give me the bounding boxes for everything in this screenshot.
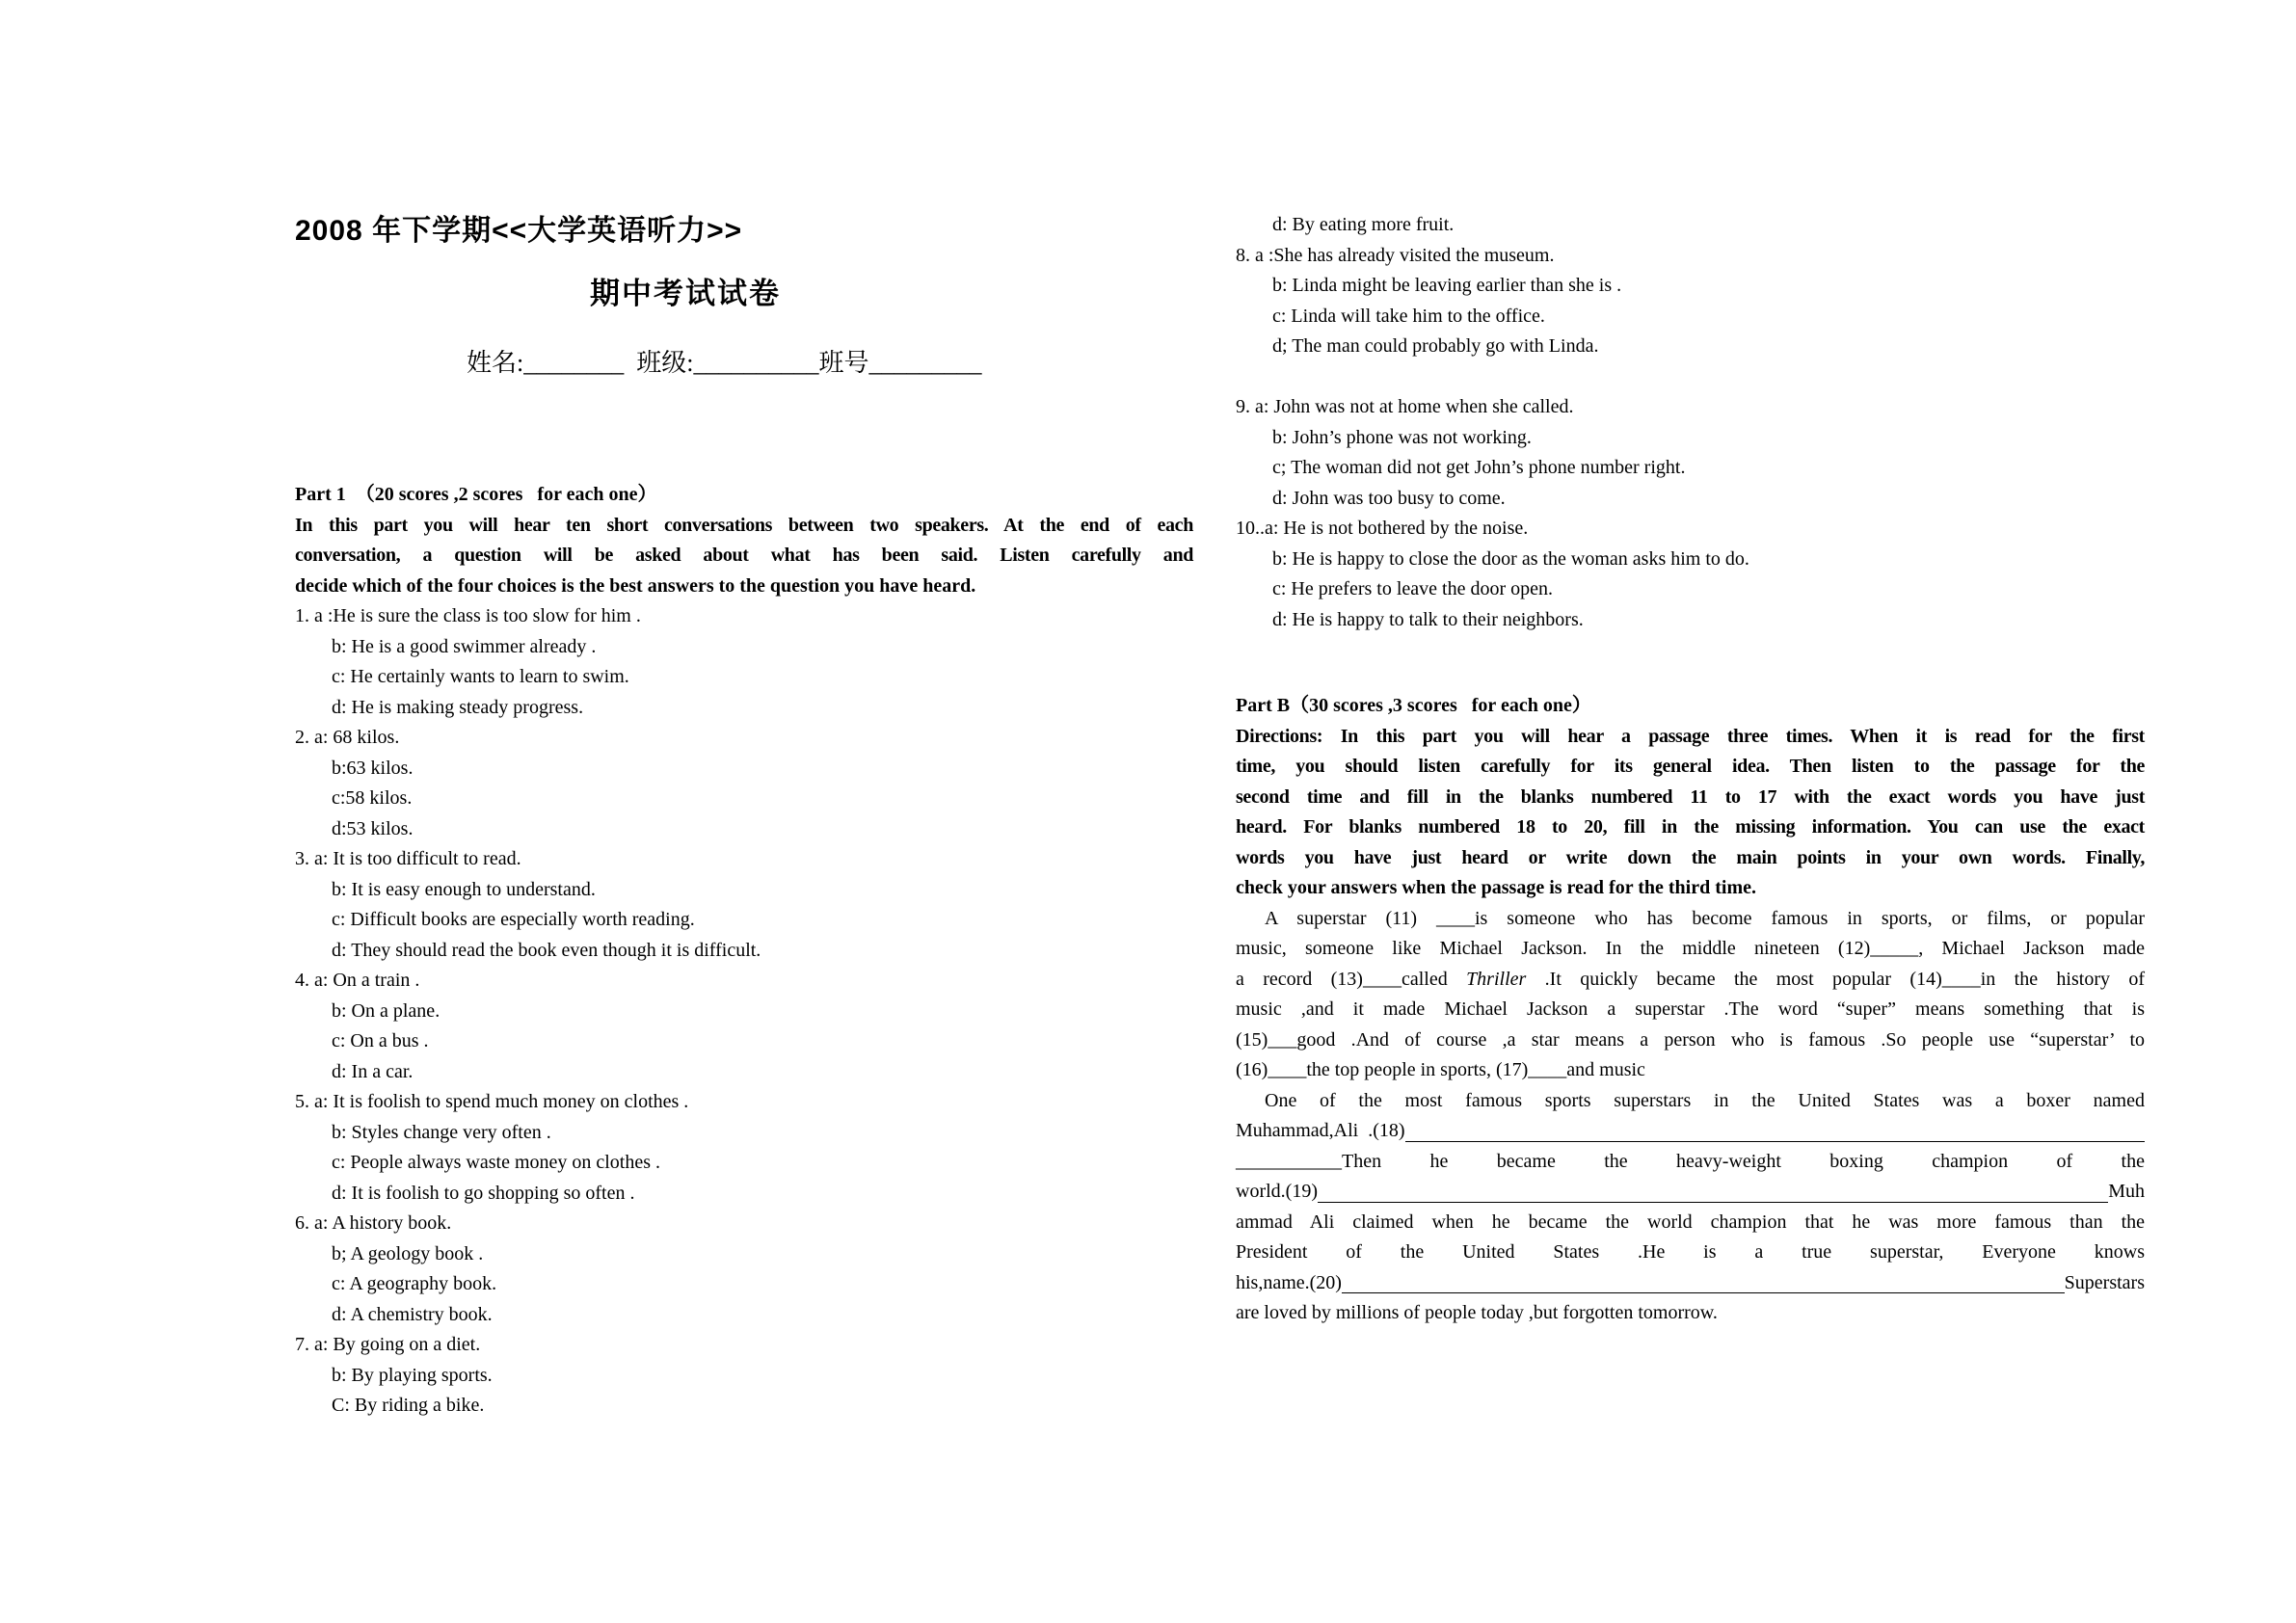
text-segment: d: A chemistry book. — [332, 1303, 493, 1325]
text-segment: second time and fill in the blanks numbered 11 to 17 with the exact words you have just — [1236, 785, 2145, 808]
text-segment: d: He is making steady progress. — [332, 696, 584, 718]
text-line — [295, 1361, 1193, 1392]
text-segment: 6. a: A history book. — [295, 1212, 452, 1234]
text-segment: d: He is happy to talk to their neighbors. — [1272, 608, 1584, 630]
left-column — [295, 480, 1193, 1422]
text-segment: 4. a: On a train . — [295, 970, 420, 991]
text-line — [1236, 722, 2145, 753]
text-line — [295, 572, 1193, 602]
text-line — [1236, 484, 2145, 515]
text-line — [1236, 1055, 2145, 1086]
text-segment: check your answers when the passage is read for the third time. — [1236, 877, 1756, 898]
part1-instructions — [295, 511, 1193, 602]
text-line — [295, 1209, 1193, 1239]
text-segment: C: By riding a bike. — [332, 1395, 485, 1416]
text-segment: Superstars — [2064, 1271, 2145, 1293]
text-line — [295, 632, 1193, 663]
text-segment: Thriller — [1466, 968, 1527, 990]
text-line — [295, 662, 1193, 693]
text-line — [295, 1087, 1193, 1118]
text-line — [295, 997, 1193, 1027]
text-line — [1236, 605, 2145, 636]
text-segment: c: Difficult books are especially worth reading. — [332, 909, 695, 930]
text-line — [1236, 392, 2145, 423]
text-line — [1236, 332, 2145, 362]
text-line — [295, 541, 1193, 572]
text-line — [1236, 302, 2145, 333]
text-segment: b: Styles change very often . — [332, 1121, 551, 1143]
text-segment: c: He certainly wants to learn to swim. — [332, 666, 629, 687]
text-segment: b; A geology book . — [332, 1242, 484, 1264]
text-segment: 2. a: 68 kilos. — [295, 727, 400, 748]
text-line — [1236, 1237, 2145, 1268]
text-line — [295, 754, 1193, 785]
text-segment: are loved by millions of people today ,but forgotten tomorrow. — [1236, 1302, 1718, 1323]
text-segment: 8. a :She has already visited the museum. — [1236, 244, 1555, 266]
text-segment: c: A geography book. — [332, 1273, 497, 1294]
part1-heading: Part 1 （20 scores ,2 scores for each one） — [295, 484, 657, 505]
text-line — [1236, 1086, 2145, 1117]
text-segment: c:58 kilos. — [332, 787, 413, 809]
text-segment: b: On a plane. — [332, 999, 441, 1022]
text-segment: music, someone like Michael Jackson. In the middle nineteen (12)_____, Michael Jackson made — [1236, 938, 2145, 959]
text-line — [295, 814, 1193, 845]
text-line — [1236, 453, 2145, 484]
question-block — [295, 1330, 1193, 1422]
text-line — [1236, 904, 2145, 935]
text-segment: c; The woman did not get John’s phone number right. — [1272, 457, 1686, 478]
text-segment: In this part you will hear ten short conversations between two speakers. At the end of each — [295, 514, 1193, 536]
text-segment: President of the United States .He is a true superstar, Everyone knows — [1236, 1241, 2145, 1263]
text-line — [295, 1148, 1193, 1179]
partb-passage-paragraph-2 — [1236, 1086, 2145, 1329]
text-segment: 7. a: By going on a diet. — [295, 1334, 481, 1355]
text-line — [1236, 812, 2145, 843]
text-segment: 5. a: It is foolish to spend much money on clothes . — [295, 1091, 689, 1112]
text-segment: (15)___good .And of course ,a star means a person who is famous .So people use “superstar’ to — [1236, 1028, 2145, 1051]
text-segment: d: John was too busy to come. — [1272, 487, 1506, 509]
text-line — [1236, 514, 2145, 545]
text-segment: ___________Then he became the heavy-weight boxing champion of the — [1236, 1150, 2145, 1172]
text-line — [295, 601, 1193, 632]
text-line — [1236, 783, 2145, 813]
text-line — [295, 1026, 1193, 1057]
text-segment: b: John’s phone was not working. — [1272, 426, 1532, 448]
text-segment: his,name.(20) — [1236, 1271, 1342, 1293]
text-segment: world.(19) — [1236, 1181, 1318, 1202]
text-line — [295, 1118, 1193, 1149]
text-line — [1236, 1298, 2145, 1329]
question-block — [295, 723, 1193, 844]
text-segment: Directions: In this part you will hear a passage three times. When it is read for the first — [1236, 725, 2145, 747]
question-block — [295, 1087, 1193, 1209]
text-segment: b: Linda might be leaving earlier than she is . — [1272, 275, 1622, 296]
text-segment: c: On a bus . — [332, 1030, 429, 1051]
text-segment: b: By playing sports. — [332, 1364, 493, 1386]
text-segment: words you have just heard or write down the main points in your own words. Finally, — [1236, 846, 2145, 868]
text-line — [1236, 752, 2145, 783]
text-line — [1236, 873, 2145, 904]
text-segment: heard. For blanks numbered 18 to 20, fill in the missing information. You can use the exact — [1236, 816, 2145, 838]
text-segment: b: He is happy to close the door as the woman asks him to do. — [1272, 547, 1749, 570]
text-segment: A superstar (11) ____is someone who has become famous in sports, or films, or popular — [1265, 907, 2145, 929]
text-segment: c: People always waste money on clothes . — [332, 1152, 661, 1173]
part1-questions — [295, 601, 1193, 1422]
text-segment: Muhammad,Ali .(18) — [1236, 1120, 1405, 1141]
text-segment: ammad Ali claimed when he became the world champion that he was more famous than the — [1236, 1211, 2145, 1233]
text-line — [1236, 843, 2145, 874]
text-segment: decide which of the four choices is the best answers to the question you have heard. — [295, 574, 976, 597]
exam-title: 2008 年下学期<<大学英语听力>> — [295, 215, 743, 247]
text-segment: b: It is easy enough to understand. — [332, 878, 596, 900]
text-segment: d; The man could probably go with Linda. — [1272, 335, 1599, 357]
question-block — [295, 844, 1193, 966]
text-segment: d: By eating more fruit. — [1272, 214, 1455, 235]
partb-heading: Part B（30 scores ,3 scores for each one） — [1236, 695, 1591, 716]
partb-passage-paragraph-1 — [1236, 904, 2145, 1086]
text-line — [1236, 574, 2145, 605]
text-segment: d: They should read the book even though it is difficult. — [332, 939, 761, 961]
text-segment: d: It is foolish to go shopping so often . — [332, 1182, 635, 1204]
blank-underline — [1318, 1202, 2108, 1203]
text-line — [1236, 995, 2145, 1025]
text-line — [1236, 210, 2145, 241]
question-block — [295, 601, 1193, 723]
text-line — [295, 905, 1193, 936]
blank-underline — [1405, 1141, 2145, 1142]
exam-subtitle: 期中考试试卷 — [590, 277, 781, 310]
right-column — [1236, 210, 2145, 1329]
text-line — [1236, 1177, 2145, 1208]
text-segment: c: He prefers to leave the door open. — [1272, 578, 1553, 599]
text-segment: 1. a :He is sure the class is too slow for him . — [295, 605, 641, 626]
text-line — [295, 1391, 1193, 1422]
text-segment: d:53 kilos. — [332, 817, 414, 839]
text-line — [295, 723, 1193, 754]
text-line — [295, 1179, 1193, 1210]
text-segment: Muh — [2108, 1181, 2145, 1202]
text-line — [295, 1057, 1193, 1088]
text-segment: One of the most famous sports superstars in the United States was a boxer named — [1265, 1089, 2145, 1111]
text-line — [1236, 1025, 2145, 1056]
partb-directions — [1236, 722, 2145, 904]
text-segment: d: In a car. — [332, 1060, 414, 1082]
text-segment: b: He is a good swimmer already . — [332, 635, 597, 657]
text-line — [1236, 545, 2145, 575]
part1-questions-continued — [1236, 241, 2145, 636]
text-line — [295, 1269, 1193, 1300]
text-segment: b:63 kilos. — [332, 757, 414, 779]
text-line — [295, 875, 1193, 906]
question-block — [295, 966, 1193, 1087]
question-block — [1236, 514, 2145, 635]
text-line — [295, 1239, 1193, 1270]
text-line — [295, 784, 1193, 814]
text-line — [295, 693, 1193, 724]
question-block — [295, 1209, 1193, 1330]
text-line — [295, 844, 1193, 875]
name-class-number-line: 姓名:________ 班级:__________班号_________ — [467, 349, 982, 377]
blank-underline — [1342, 1292, 2065, 1293]
text-line — [295, 1330, 1193, 1361]
text-line — [1236, 271, 2145, 302]
text-line — [1236, 1116, 2145, 1147]
text-line — [295, 936, 1193, 967]
text-line — [1236, 423, 2145, 454]
text-line — [295, 1300, 1193, 1331]
text-line — [295, 511, 1193, 542]
text-line — [1236, 934, 2145, 965]
text-line — [295, 966, 1193, 997]
text-line — [1236, 241, 2145, 272]
text-line — [1236, 965, 2145, 996]
question-7-option-d — [1236, 210, 2145, 241]
text-segment: 9. a: John was not at home when she called. — [1236, 396, 1574, 417]
text-segment: c: Linda will take him to the office. — [1272, 305, 1545, 327]
text-segment: (16)____the top people in sports, (17)____and music — [1236, 1059, 1645, 1080]
question-block — [1236, 241, 2145, 362]
text-segment: conversation, a question will be asked about what has been said. Listen carefully and — [295, 545, 1193, 566]
text-segment: .It quickly became the most popular (14)____in the history of — [1526, 968, 2145, 990]
text-line — [1236, 1208, 2145, 1238]
text-line — [1236, 1147, 2145, 1178]
text-segment: time, you should listen carefully for its general idea. Then listen to the passage for the — [1236, 756, 2145, 777]
text-segment: 3. a: It is too difficult to read. — [295, 848, 521, 869]
text-line — [1236, 1268, 2145, 1299]
text-segment: a record (13)____called — [1236, 968, 1467, 990]
question-block — [1236, 392, 2145, 514]
text-segment: 10..a: He is not bothered by the noise. — [1236, 518, 1529, 539]
text-segment: music ,and it made Michael Jackson a superstar .The word “super” means something that is — [1236, 998, 2145, 1020]
